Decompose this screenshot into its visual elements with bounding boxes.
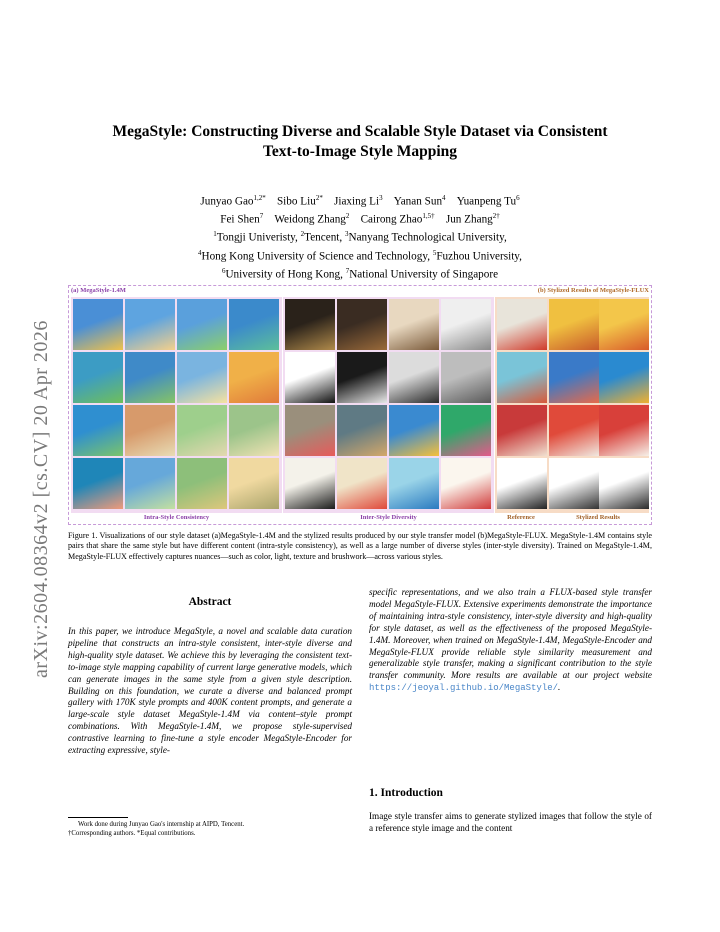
- figure-image-tile: [389, 405, 439, 456]
- figure-image-tile: [441, 352, 491, 403]
- abstract-end: .: [558, 682, 561, 693]
- author-name: Jun Zhang: [445, 213, 493, 226]
- footnote-1: Work done during Junyao Gao's internship at AIPD, Tencent.: [78, 821, 245, 828]
- author-affiliation-mark: 2*: [315, 194, 323, 202]
- figure-image-tile: [549, 458, 599, 509]
- affiliation-name: Tongji Univeristy,: [216, 232, 301, 245]
- figure-image-tile: [177, 458, 227, 509]
- figure-image-tile: [73, 405, 123, 456]
- affiliation-mark: 7: [345, 266, 350, 275]
- caption-reference: Reference: [507, 514, 535, 521]
- figure-image-tile: [285, 352, 335, 403]
- affiliation-mark: 2: [300, 230, 305, 239]
- paper-title: [70, 122, 650, 162]
- author-name: Weidong Zhang: [274, 213, 346, 226]
- figure-image-tile: [337, 299, 387, 350]
- figure-image-tile: [73, 299, 123, 350]
- abstract-continued-text: specific representations, and we also train a FLUX-based style transfer model MegaStyle-FLUX. Extensive experiments demonstrate the importance of maintaining intra-style consistency, inter-style diversity and high-quality for style dataset, as well as the effectiveness of the proposed MegaStyle-1.4M. Moreover, when trained on MegaStyle-1.4M, MegaStyle-Encoder and MegaStyle-FLUX provide reliable style similarity measurement and generalizable style transfer, making a significant contribution to the style transfer community. More results are available at our project website: [369, 587, 652, 681]
- figure-image-tile: [177, 405, 227, 456]
- affiliation-mark: 5: [432, 248, 437, 257]
- authors-line-1: [70, 191, 650, 209]
- figure-image-tile: [497, 458, 547, 509]
- affiliation-mark: 3: [345, 230, 349, 239]
- figure-label-b: (b) Stylized Results of MegaStyle-FLUX: [537, 287, 649, 294]
- figure-image-tile: [125, 458, 175, 509]
- introduction-body: Image style transfer aims to generate stylized images that follow the style of a reference style image and the content: [369, 811, 652, 833]
- author-affiliation-mark: 2†: [492, 212, 500, 221]
- author-affiliation-mark: 1,2*: [253, 194, 266, 202]
- figure-image-tile: [125, 405, 175, 456]
- author-name: Junyao Gao: [200, 195, 254, 208]
- figure-image-tile: [441, 299, 491, 350]
- affiliation-name: Hong Kong University of Science and Technology,: [201, 250, 433, 263]
- figure-image-tile: [337, 405, 387, 456]
- footnotes: [68, 821, 352, 838]
- introduction-heading: 1. Introduction: [369, 787, 443, 799]
- figure-image-tile: [229, 299, 279, 350]
- figure-image-tile: [177, 352, 227, 403]
- figure-image-tile: [229, 405, 279, 456]
- figure-image-tile: [497, 405, 547, 456]
- figure-image-tile: [549, 352, 599, 403]
- author-affiliation-mark: 6: [516, 194, 520, 202]
- figure-image-tile: [229, 352, 279, 403]
- author-name: Yanan Sun: [393, 195, 443, 208]
- affiliation-name: University of Hong Kong,: [225, 268, 346, 281]
- affiliation-name: National University of Singapore: [349, 268, 499, 281]
- figure-image-tile: [285, 299, 335, 350]
- figure-image-tile: [285, 458, 335, 509]
- author-affiliation-mark: 3: [379, 194, 383, 202]
- author-affiliation-mark: 7: [259, 212, 264, 221]
- footnote-rule: [68, 817, 128, 818]
- figure-image-tile: [389, 352, 439, 403]
- footnote-2: †Corresponding authors. *Equal contributions.: [68, 829, 196, 837]
- author-name: Fei Shen: [220, 213, 260, 226]
- figure-label-a: (a) MegaStyle-1.4M: [71, 287, 126, 294]
- figure-image-tile: [389, 458, 439, 509]
- title-line-2: Text-to-Image Style Mapping: [262, 143, 458, 160]
- figure-image-tile: [441, 405, 491, 456]
- arxiv-identifier: arXiv:2604.08364v2 [cs.CV] 20 Apr 2026: [30, 320, 52, 678]
- abstract-body: In this paper, we introduce MegaStyle, a novel and scalable data curation pipeline that constructs an intra-style consistent, inter-style diverse and high-quality style dataset. We achieve this by leveraging the consistent text-to-image style mapping capability of current large generative models, which can generate images in the same style from a given style description. Building on this foundation, we curate a diverse and balanced prompt gallery with 170K style prompts and 400K content prompts, and generate a large-scale style dataset MegaStyle-1.4M via content–style prompt combinations. With MegaStyle-1.4M, we propose style-supervised contrastive learning to fine-tune a style encoder MegaStyle-Encoder for extracting expressive, style-: [68, 626, 352, 756]
- author-affiliation-mark: 2: [345, 212, 350, 221]
- figure-image-tile: [229, 458, 279, 509]
- author-name: Sibo Liu: [276, 195, 316, 208]
- figure-image-tile: [599, 299, 649, 350]
- figure-1: [68, 285, 652, 525]
- figure-image-tile: [177, 299, 227, 350]
- affiliation-mark: 1: [213, 230, 217, 239]
- figure-image-tile: [73, 458, 123, 509]
- figure-image-tile: [441, 458, 491, 509]
- authors-line-2: [70, 209, 650, 227]
- figure-image-tile: [599, 405, 649, 456]
- abstract-continued: [369, 587, 652, 695]
- affiliation-mark: 4: [198, 248, 202, 257]
- affiliation-line: [70, 264, 650, 282]
- figure-image-tile: [125, 352, 175, 403]
- affiliation-line: [70, 246, 650, 264]
- author-name: Yuanpeng Tu: [456, 195, 517, 208]
- caption-intra-style: Intra-Style Consistency: [143, 514, 210, 521]
- project-website-link[interactable]: https://jeoyal.github.io/MegaStyle/: [369, 683, 559, 694]
- affiliation-name: Fuzhou University,: [436, 250, 522, 263]
- affiliation-name: Nanyang Technological University,: [348, 232, 507, 245]
- figure-image-tile: [599, 352, 649, 403]
- figure-image-tile: [285, 405, 335, 456]
- affiliation-name: Tencent,: [304, 232, 345, 245]
- figure-image-tile: [73, 352, 123, 403]
- affiliations: [70, 227, 650, 282]
- author-block: [70, 191, 650, 282]
- figure-image-tile: [337, 352, 387, 403]
- figure-image-tile: [497, 352, 547, 403]
- figure-caption: Figure 1. Visualizations of our style dataset (a)MegaStyle-1.4M and the stylized results produced by our style transfer model (b)MegaStyle-FLUX. MegaStyle-1.4M contains style pairs that share the same style but have different content (intra-style consistency), as well as a large number of diverse styles (inter-style diversity). Trained on MegaStyle-1.4M, MegaStyle-FLUX effectively captures nuances—such as color, light, texture and brushwork—across various styles.: [68, 531, 652, 561]
- affiliation-mark: 6: [221, 266, 226, 275]
- author-name: Cairong Zhao: [360, 213, 423, 226]
- author-affiliation-mark: 1,5†: [422, 212, 435, 221]
- title-line-1: MegaStyle: Constructing Diverse and Scalable Style Dataset via Consistent: [112, 123, 608, 140]
- abstract-heading: Abstract: [188, 596, 232, 608]
- caption-stylized: Stylized Results: [576, 514, 620, 521]
- figure-image-tile: [125, 299, 175, 350]
- affiliation-line: [70, 227, 650, 245]
- arxiv-sidebar: [12, 258, 52, 678]
- figure-image-tile: [497, 299, 547, 350]
- author-affiliation-mark: 4: [442, 194, 446, 202]
- figure-image-tile: [549, 405, 599, 456]
- author-name: Jiaxing Li: [334, 195, 380, 208]
- caption-inter-style: Inter-Style Diversity: [360, 514, 417, 521]
- figure-image-tile: [599, 458, 649, 509]
- figure-image-tile: [549, 299, 599, 350]
- figure-image-tile: [337, 458, 387, 509]
- figure-image-tile: [389, 299, 439, 350]
